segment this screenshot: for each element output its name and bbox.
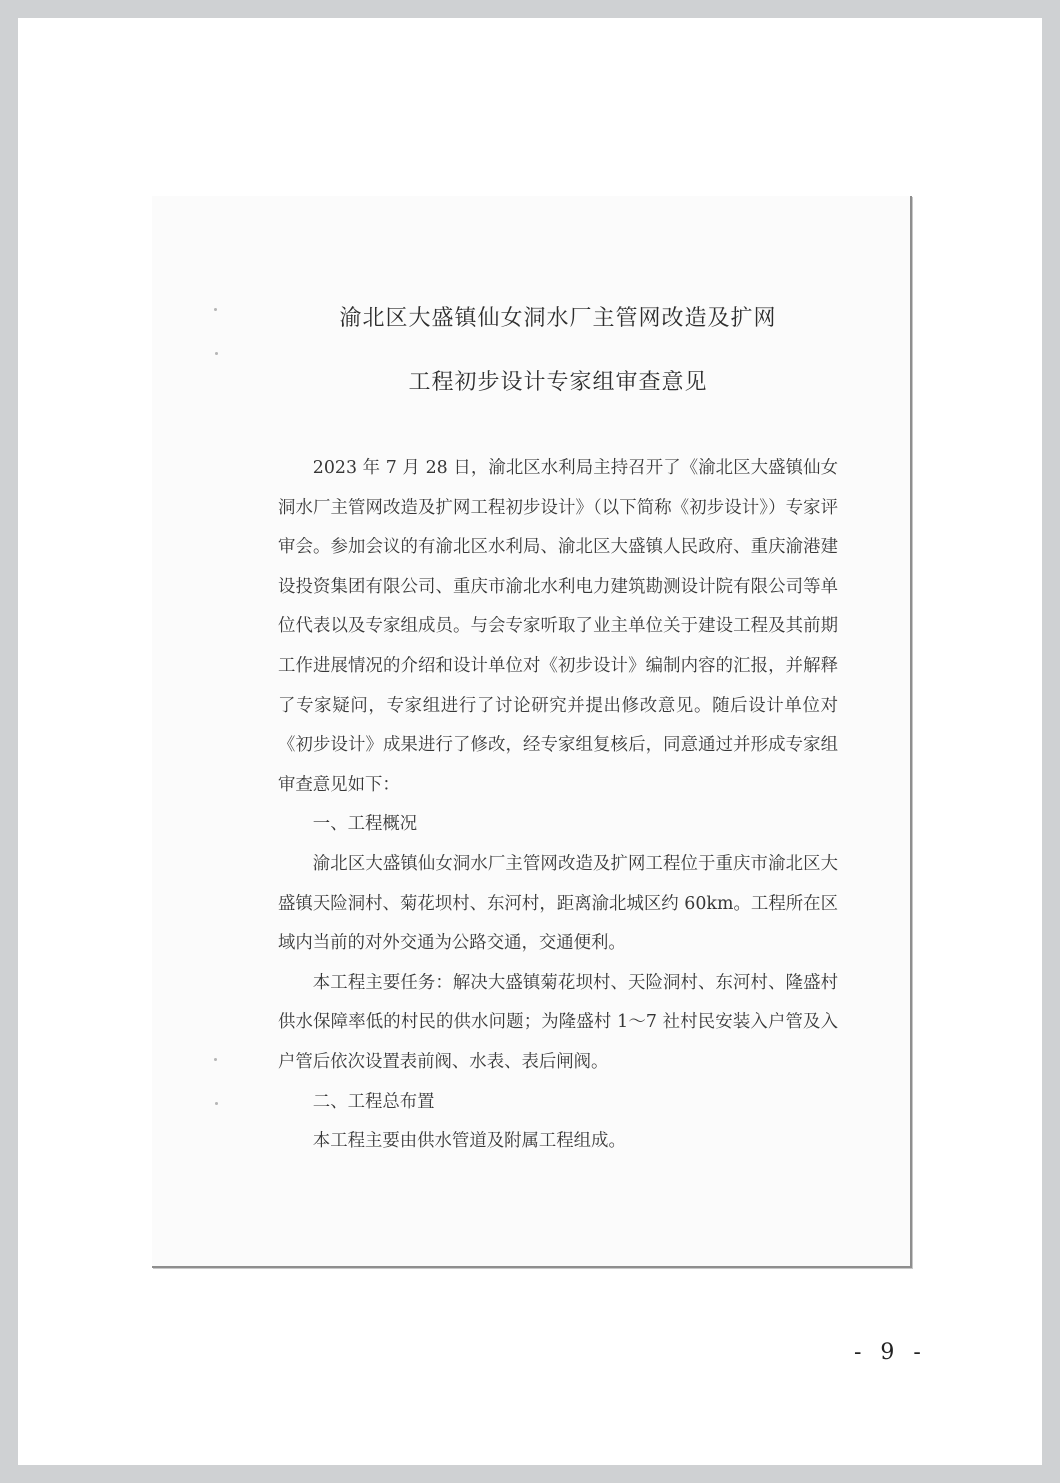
scan-speck: [214, 308, 217, 311]
paragraph-project-tasks: 本工程主要任务：解决大盛镇菊花坝村、天险洞村、东河村、隆盛村供水保障率低的村民的供水问题；为隆盛村 1～7 社村民安装入户管及入户管后依次设置表前阀、水表、表后闸阀。: [278, 972, 838, 1072]
scan-speck: [214, 1058, 217, 1061]
scan-speck: [215, 352, 218, 355]
paragraph-project-composition: 本工程主要由供水管道及附属工程组成。: [312, 1131, 626, 1152]
scan-speck: [215, 1102, 218, 1105]
paragraph-project-location: 渝北区大盛镇仙女洞水厂主管网改造及扩网工程位于重庆市渝北区大盛镇天险洞村、菊花坝村、东河村，距离渝北城区约 60km。工程所在区域内当前的对外交通为公路交通，交通便利。: [278, 853, 838, 954]
section-heading-layout: 二、工程总布置: [312, 1091, 435, 1112]
scanned-document-page: [152, 196, 912, 1268]
paragraph-meeting-summary: 2023 年 7 月 28 日，渝北区水利局主持召开了《渝北区大盛镇仙女洞水厂主管网改造及扩网工程初步设计》（以下简称《初步设计》）专家评审会。参加会议的有渝北区水利局、渝北区大盛镇人民政府、重庆渝港建设投资集团有限公司、重庆市渝北水利电力建筑勘测设计院有限公司等单位代表以及专家组成员。与会专家听取了业主单位关于建设工程及其前期工作进展情况的介绍和设计单位对《初步设计》编制内容的汇报，并解释了专家疑问，专家组进行了讨论研究并提出修改意见。随后设计单位对《初步设计》成果进行了修改，经专家组复核后，同意通过并形成专家组审查意见如下：: [278, 458, 838, 795]
document-title-line-2: 工程初步设计专家组审查意见: [408, 370, 708, 395]
document-title-line-1: 渝北区大盛镇仙女洞水厂主管网改造及扩网: [339, 306, 777, 331]
section-heading-overview: 一、工程概况: [312, 814, 418, 835]
document-body: [278, 449, 838, 1162]
page-number: - 9 -: [854, 1340, 927, 1365]
